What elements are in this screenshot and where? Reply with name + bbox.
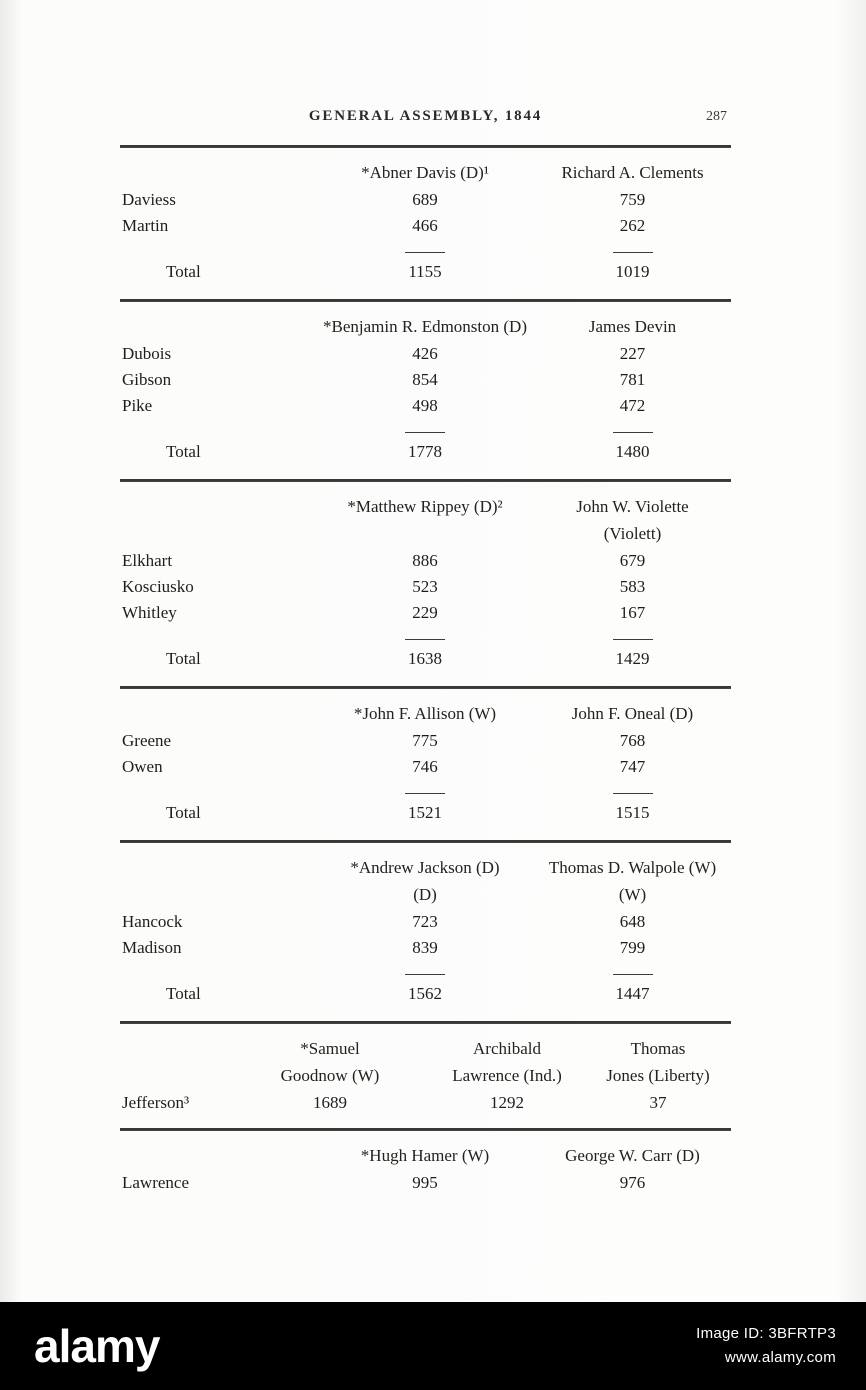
county-label: Lawrence xyxy=(122,1173,190,1192)
total-label: Total xyxy=(166,262,201,281)
candidate-name: *Samuel xyxy=(300,1039,360,1058)
total-label: Total xyxy=(166,442,201,461)
vote-count: 227 xyxy=(619,344,646,363)
spacer-cell xyxy=(120,1063,232,1089)
candidate-name xyxy=(315,521,535,547)
table-row xyxy=(120,574,731,600)
table-row xyxy=(120,367,731,393)
vote-count: 854 xyxy=(412,370,438,389)
candidate-name: *Andrew Jackson (D) xyxy=(350,858,500,877)
total-rule-cell xyxy=(315,974,535,981)
spacer-cell xyxy=(120,1036,232,1062)
candidate-name: *Matthew Rippey (D)² xyxy=(347,497,503,516)
total-rule-row xyxy=(120,239,731,259)
candidate-header-row xyxy=(120,1143,731,1169)
total-row xyxy=(120,259,731,285)
county-label: Pike xyxy=(122,396,153,415)
total-rule-row xyxy=(120,780,731,800)
vote-count: 523 xyxy=(412,577,438,596)
vote-count: 995 xyxy=(412,1173,438,1192)
candidate-name: Lawrence (Ind.) xyxy=(452,1066,562,1085)
candidate-name: Richard A. Clements xyxy=(561,163,704,182)
table-row xyxy=(120,187,731,213)
results-table xyxy=(120,689,731,826)
vote-count: 1689 xyxy=(313,1093,347,1112)
total-row xyxy=(120,439,731,465)
total-label: Total xyxy=(166,649,201,668)
table-row xyxy=(120,213,731,239)
vote-count: 886 xyxy=(412,551,438,570)
vote-count: 799 xyxy=(619,938,646,957)
spacer-cell xyxy=(120,494,315,520)
county-label: Hancock xyxy=(122,912,183,931)
candidate-name: (Violett) xyxy=(603,524,662,543)
total-rule xyxy=(613,974,653,975)
county-label: Martin xyxy=(122,216,169,235)
vote-count: 679 xyxy=(619,551,646,570)
page-number: 287 xyxy=(706,109,727,124)
vote-count: 759 xyxy=(619,190,646,209)
vote-count: 976 xyxy=(619,1173,646,1192)
candidate-name: James Devin xyxy=(588,317,677,336)
total-rule xyxy=(405,639,445,640)
vote-count: 426 xyxy=(412,344,438,363)
table-row xyxy=(120,754,731,780)
candidate-header-row xyxy=(120,160,731,186)
total-rule xyxy=(613,252,653,253)
total-rule-cell xyxy=(535,639,730,646)
vote-count: 689 xyxy=(412,190,438,209)
candidate-name: *Hugh Hamer (W) xyxy=(360,1146,490,1165)
table-row xyxy=(120,1170,731,1196)
vote-count: 1292 xyxy=(490,1093,524,1112)
table-row xyxy=(120,600,731,626)
total-label: Total xyxy=(166,803,201,822)
results-table xyxy=(120,148,731,285)
total-count: 1019 xyxy=(615,262,650,281)
total-rule xyxy=(613,793,653,794)
vote-count: 781 xyxy=(619,370,646,389)
total-rule-cell xyxy=(535,974,730,981)
vote-count: 262 xyxy=(619,216,646,235)
table-row xyxy=(120,341,731,367)
results-table xyxy=(120,1024,731,1128)
total-label: Total xyxy=(166,984,201,1003)
candidate-name: Thomas D. Walpole (W) xyxy=(548,858,717,877)
county-label: Gibson xyxy=(122,370,172,389)
table-row xyxy=(120,548,731,574)
candidate-name: *John F. Allison (W) xyxy=(353,704,497,723)
vote-count: 747 xyxy=(619,757,646,776)
total-rule-cell xyxy=(315,252,535,259)
candidate-name: Jones (Liberty) xyxy=(606,1066,710,1085)
candidate-name: (W) xyxy=(618,885,647,904)
total-rule-row xyxy=(120,626,731,646)
alamy-url: www.alamy.com xyxy=(724,1349,836,1366)
spacer-cell xyxy=(120,521,315,547)
spacer-cell xyxy=(120,701,315,727)
table-row xyxy=(120,909,731,935)
watermark-meta xyxy=(696,1322,836,1370)
total-row xyxy=(120,646,731,672)
spacer-cell xyxy=(120,160,315,186)
total-rule-cell xyxy=(315,432,535,439)
results-table xyxy=(120,482,731,672)
page-title: GENERAL ASSEMBLY, 1844 xyxy=(308,108,543,124)
total-rule xyxy=(405,252,445,253)
total-rule-cell xyxy=(315,639,535,646)
total-rule-cell xyxy=(535,793,730,800)
table-row xyxy=(120,1090,731,1116)
table-row xyxy=(120,393,731,419)
vote-count: 498 xyxy=(412,396,438,415)
total-rule-cell xyxy=(315,793,535,800)
vote-count: 746 xyxy=(412,757,438,776)
tables-container xyxy=(120,145,731,1208)
vote-count: 768 xyxy=(619,731,646,750)
candidate-name: George W. Carr (D) xyxy=(565,1146,700,1165)
candidate-header-row xyxy=(120,1063,731,1089)
candidate-header-row xyxy=(120,314,731,340)
total-rule xyxy=(405,974,445,975)
vote-count: 229 xyxy=(412,603,438,622)
candidate-name: *Benjamin R. Edmonston (D) xyxy=(323,317,527,336)
watermark-bar xyxy=(0,1302,866,1390)
county-label: Jefferson³ xyxy=(122,1093,190,1112)
total-count: 1155 xyxy=(408,262,442,281)
vote-count: 167 xyxy=(619,603,646,622)
results-table xyxy=(120,1131,731,1208)
vote-count: 839 xyxy=(412,938,438,957)
candidate-name: John W. Violette xyxy=(576,497,689,516)
vote-count: 723 xyxy=(412,912,438,931)
vote-count: 648 xyxy=(619,912,646,931)
total-rule-cell xyxy=(535,252,730,259)
candidate-header-row xyxy=(120,855,731,881)
total-count: 1480 xyxy=(615,442,650,461)
total-row xyxy=(120,981,731,1007)
county-label: Daviess xyxy=(122,190,176,209)
total-count: 1447 xyxy=(615,984,650,1003)
candidate-header-row xyxy=(120,521,731,547)
candidate-name: (D) xyxy=(413,885,437,904)
vote-count: 775 xyxy=(412,731,438,750)
vote-count: 37 xyxy=(649,1093,667,1112)
spacer-cell xyxy=(120,1143,315,1169)
county-label: Elkhart xyxy=(122,551,173,570)
spacer-cell xyxy=(120,882,315,908)
total-rule-row xyxy=(120,961,731,981)
total-count: 1638 xyxy=(408,649,442,668)
candidate-name: Archibald xyxy=(473,1039,541,1058)
total-rule xyxy=(405,432,445,433)
county-label: Kosciusko xyxy=(122,577,194,596)
county-label: Greene xyxy=(122,731,172,750)
county-label: Dubois xyxy=(122,344,172,363)
total-rule-cell xyxy=(535,432,730,439)
county-label: Madison xyxy=(122,938,182,957)
candidate-name: John F. Oneal (D) xyxy=(571,704,694,723)
total-count: 1521 xyxy=(408,803,442,822)
total-count: 1778 xyxy=(408,442,442,461)
candidate-name: Goodnow (W) xyxy=(280,1066,380,1085)
vote-count: 583 xyxy=(619,577,646,596)
total-rule xyxy=(613,639,653,640)
vote-count: 472 xyxy=(619,396,646,415)
page-header xyxy=(120,108,731,125)
total-row xyxy=(120,800,731,826)
total-rule-row xyxy=(120,419,731,439)
vote-count: 466 xyxy=(412,216,438,235)
total-count: 1562 xyxy=(408,984,442,1003)
alamy-logo: alamy xyxy=(34,1320,160,1372)
candidate-name: *Abner Davis (D)¹ xyxy=(361,163,489,182)
candidate-header-row xyxy=(120,1036,731,1062)
total-count: 1429 xyxy=(615,649,650,668)
results-table xyxy=(120,843,731,1007)
candidate-header-row xyxy=(120,494,731,520)
table-row xyxy=(120,935,731,961)
candidate-name: Thomas xyxy=(630,1039,686,1058)
total-rule xyxy=(613,432,653,433)
spacer-cell xyxy=(120,855,315,881)
total-count: 1515 xyxy=(615,803,650,822)
image-id-label: Image ID: 3BFRTP3 xyxy=(696,1325,836,1342)
county-label: Whitley xyxy=(122,603,177,622)
total-rule xyxy=(405,793,445,794)
candidate-header-row xyxy=(120,701,731,727)
candidate-header-row xyxy=(120,882,731,908)
county-label: Owen xyxy=(122,757,163,776)
results-table xyxy=(120,302,731,465)
table-row xyxy=(120,728,731,754)
spacer-cell xyxy=(120,314,315,340)
